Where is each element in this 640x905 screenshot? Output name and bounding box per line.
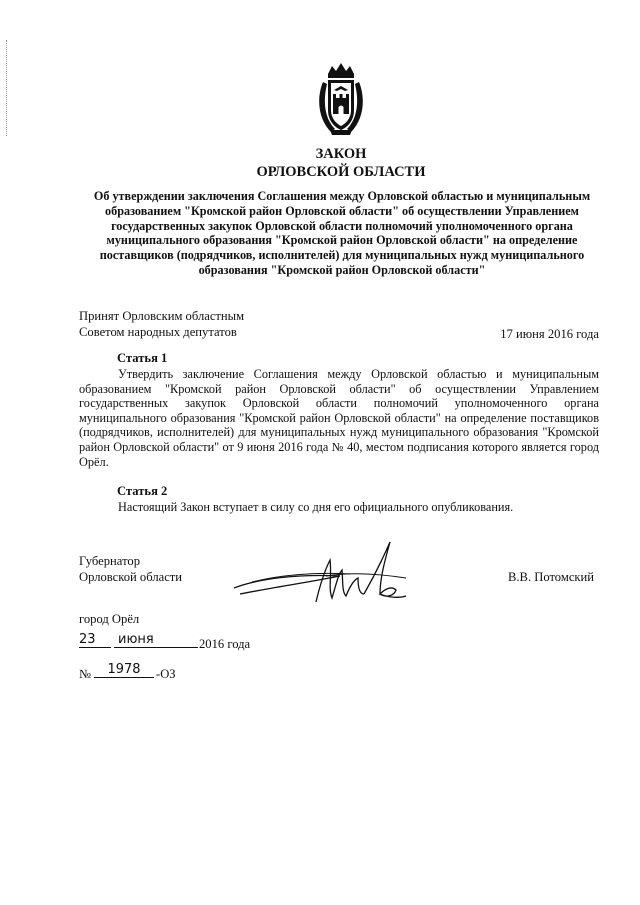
signatory-title-line-2: Орловской области [79, 570, 183, 584]
adoption-line-2: Советом народных депутатов [79, 325, 237, 339]
adoption-block [79, 308, 244, 340]
adoption-date: 17 июня 2016 года [500, 327, 599, 341]
article-2-title: Статья 2 [117, 484, 168, 498]
law-title: Об утверждении заключения Соглашения между Орловской областью и муниципальным образованием "Кромской район Орловской области" об осуществлении Управлением государственных закупок Орловской области полномочий уполномоченного органа муниципального образования "Кромской район Орловской области" на определение поставщиков (подрядчиков, исполнителей) для муниципальных нужд муниципального образования "Кромской район Орловской области" [93, 189, 591, 277]
signatory-name: В.В. Потомский [508, 570, 595, 584]
law-number [79, 662, 279, 682]
article-2-text: Настоящий Закон вступает в силу со дня его официального опубликования. [118, 500, 514, 514]
signatory-title-line-1: Губернатор [79, 554, 140, 568]
document-type: ЗАКОН [315, 146, 367, 162]
law-number-value: 1978 [94, 662, 154, 678]
orel-region-coat-of-arms-icon [314, 60, 368, 138]
adoption-line-1: Принят Орловским областным [79, 309, 245, 323]
law-number-suffix: -ОЗ [156, 667, 176, 681]
article-1-text: Утвердить заключение Соглашения между Орловской областью и муниципальным образованием "Кромской район Орловской области" об осуществлении Управлением государственных закупок Орловской области полномочий уполномоченного органа муниципального образования "Кромской район Орловской области" на определение поставщиков (подрядчиков, исполнителей) для муниципальных нужд муниципального образования "Кромской район Орловской области" от 9 июня 2016 года № 40, местом подписания которого является город Орёл. [79, 367, 599, 469]
signing-place: город Орёл [79, 612, 140, 626]
handwritten-signature-icon [230, 530, 420, 610]
signing-year: 2016 года [199, 637, 251, 651]
issuing-region: ОРЛОВСКОЙ ОБЛАСТИ [256, 164, 426, 180]
scan-margin-mark [6, 40, 8, 136]
law-number-prefix: № [79, 667, 92, 681]
article-1-title: Статья 1 [117, 351, 168, 365]
signing-month: июня [114, 632, 198, 648]
signatory-title [79, 553, 182, 585]
signing-day: 23 [79, 632, 111, 648]
